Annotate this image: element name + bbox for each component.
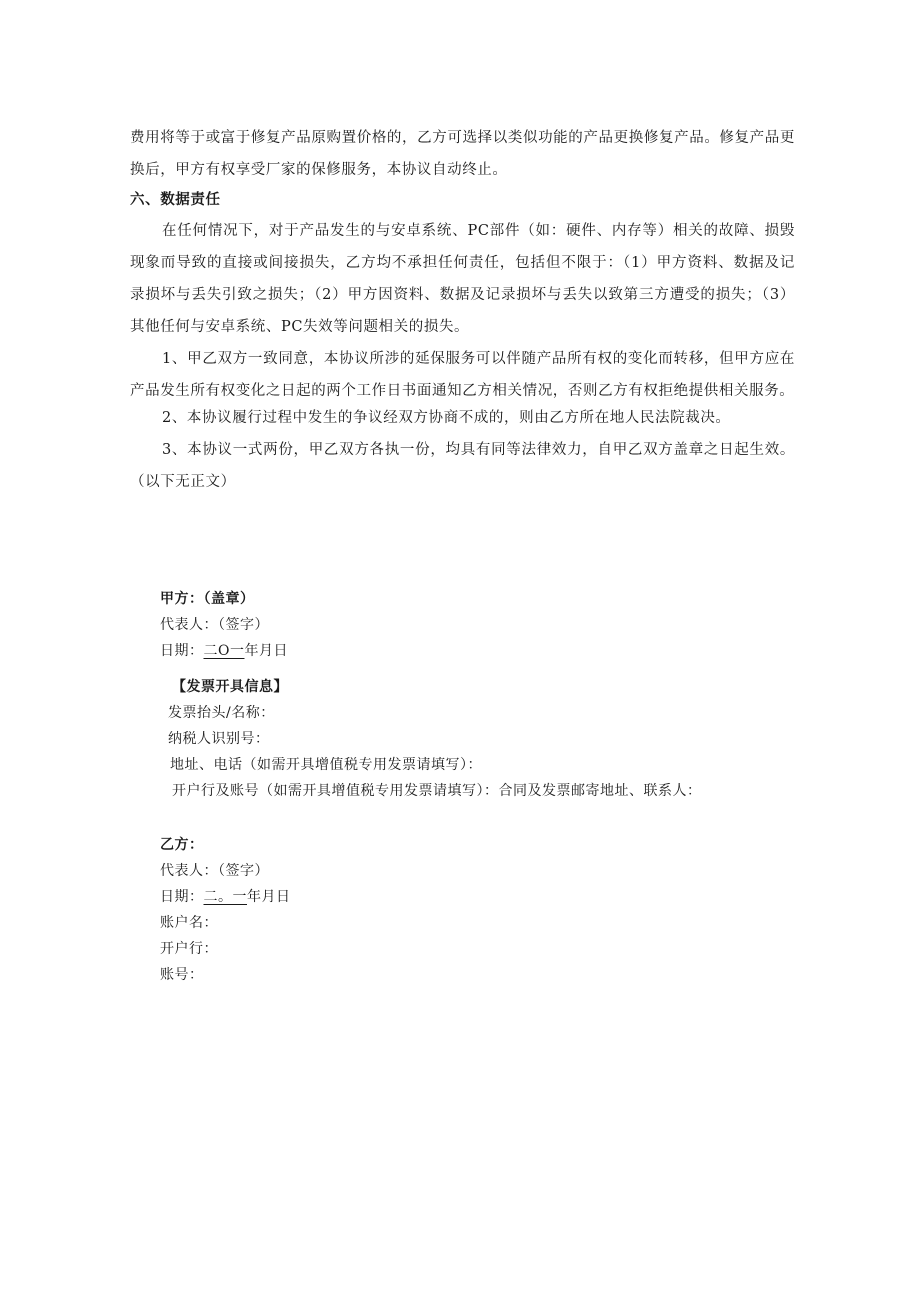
party-b-title: 乙方：	[160, 837, 204, 853]
paragraph-data-liability: 在任何情况下，对于产品发生的与安卓系统、PC部件（如：硬件、内存等）相关的故障、损毁现象而导致的直接或间接损失，乙方均不承担任何责任，包括但不限于：（1）甲方资料、数据及记录损坏与丢失引致之损失；（2）甲方因资料、数据及记录损坏与丢失以致第三方遭受的损失；（3）其他任何与安卓系统、PC失效等问题相关的损失。	[130, 223, 795, 335]
paragraph-clause-1: 1、甲乙双方一致同意，本协议所涉的延保服务可以伴随产品所有权的变化而转移，但甲方应在产品发生所有权变化之日起的两个工作日书面通知乙方相关情况，否则乙方有权拒绝提供相关服务。	[130, 351, 795, 399]
party-b-account-name: 账户名：	[160, 915, 218, 931]
party-a-date-rest: 年月日	[244, 643, 288, 659]
party-b-bank: 开户行：	[160, 941, 218, 957]
paragraph-repair-continuation: 费用将等于或富于修复产品原购置价格的，乙方可选择以类似功能的产品更换修复产品。修复产品更换后，甲方有权享受厂家的保修服务，本协议自动终止。	[130, 130, 795, 178]
party-a-title: 甲方：（盖章）	[160, 591, 255, 607]
paragraph-clause-3: 3、本协议一式两份，甲乙双方各执一份，均具有同等法律效力，自甲乙双方盖章之日起生效。（以下无正文）	[130, 442, 795, 490]
party-a-date-label: 日期：	[160, 643, 204, 659]
party-b-account-number: 账号：	[160, 967, 204, 983]
party-b-date-rest: 年月日	[247, 889, 291, 905]
party-a-representative: 代表人：（签字）	[160, 617, 269, 633]
invoice-name-label: 发票抬头/名称：	[168, 705, 275, 721]
party-a-date-year: 二O一	[203, 643, 245, 659]
invoice-taxid-label: 纳税人识别号：	[168, 731, 270, 747]
party-b-date	[160, 884, 291, 910]
party-b-date-year: 二。一	[203, 889, 247, 905]
party-b-date-label: 日期：	[160, 889, 204, 905]
invoice-info-title: 【发票开具信息】	[172, 679, 288, 695]
party-a-date	[160, 638, 288, 664]
party-b-representative: 代表人：（签字）	[160, 863, 269, 879]
section-heading-data-responsibility: 六、数据责任	[130, 192, 221, 208]
invoice-bank-label: 开户行及账号（如需开具增值税专用发票请填写）：合同及发票邮寄地址、联系人：	[172, 783, 702, 799]
invoice-address-label: 地址、电话（如需开具增值税专用发票请填写）：	[170, 757, 482, 773]
paragraph-clause-2: 2、本协议履行过程中发生的争议经双方协商不成的，则由乙方所在地人民法院裁决。	[162, 410, 731, 426]
